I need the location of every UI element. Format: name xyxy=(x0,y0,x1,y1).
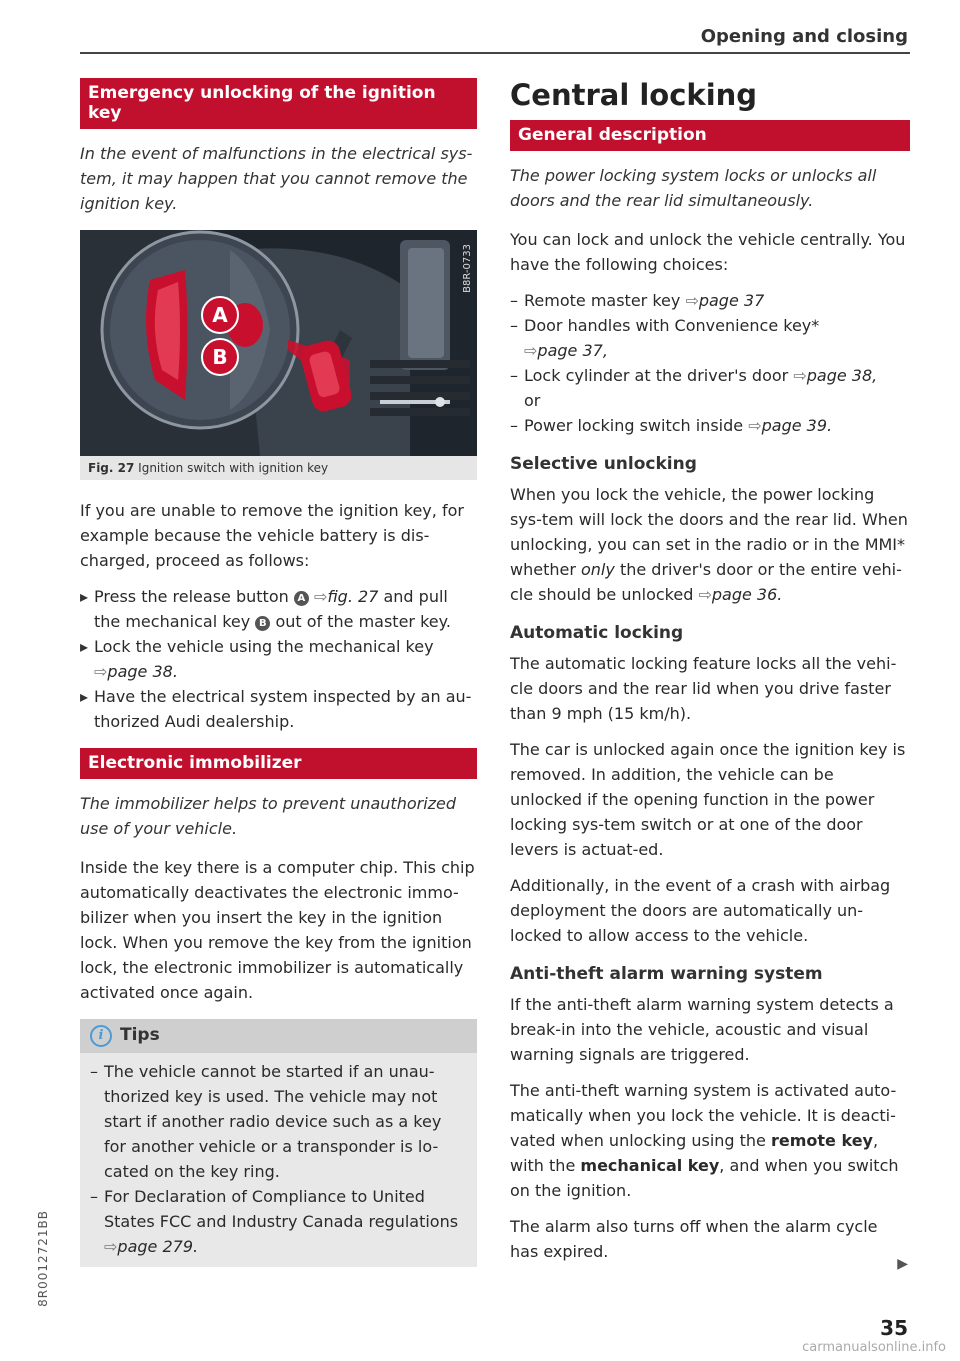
tips-box xyxy=(80,1019,477,1267)
choice-item xyxy=(510,313,910,363)
emergency-intro: In the event of malfunctions in the electrical sys-tem, it may happen that you cannot remove the ignition key. xyxy=(80,144,473,213)
watermark: carmanualsonline.info xyxy=(802,1340,946,1355)
anti-theft-body-3: The alarm also turns off when the alarm cycle has expired. xyxy=(510,1217,878,1261)
section-title-emergency: Emergency unlocking of the ignition key xyxy=(80,78,477,129)
ignition-illustration xyxy=(80,230,477,456)
running-header: Opening and closing xyxy=(700,26,908,47)
reference-arrow-icon: ⇨ xyxy=(104,1237,118,1256)
step-item: ▸ Have the electrical system inspected by an au-thorized Audi dealership. xyxy=(80,684,477,734)
reference-arrow-icon: ⇨ xyxy=(685,291,699,310)
page-reference-link[interactable]: page 38. xyxy=(107,662,178,681)
figure-caption-text: Ignition switch with ignition key xyxy=(138,461,329,475)
reference-arrow-icon: ⇨ xyxy=(748,416,762,435)
step-item xyxy=(80,634,477,684)
page-number: 35 xyxy=(880,1316,908,1340)
callout-a: A xyxy=(212,303,228,327)
page-reference-link[interactable]: page 39. xyxy=(761,416,833,435)
figure-caption-label: Fig. 27 xyxy=(88,461,135,475)
selective-body xyxy=(510,482,910,607)
anti-theft-text: , with the xyxy=(510,1131,879,1175)
choice-item xyxy=(510,363,910,413)
selective-text: the driver's door or the entire vehi-cle should be unlocked xyxy=(510,560,902,604)
immobilizer-body: Inside the key there is a computer chip. This chip automatically deactivates the electronic immo-bilizer when you insert the key in the ignition lock. When you remove the key from the ignition lock, the electronic immobilizer is automatically activated once again. xyxy=(80,858,475,1002)
figure-caption xyxy=(80,456,477,480)
section-title-general: General description xyxy=(510,120,910,151)
choices-list xyxy=(510,288,910,438)
step-item xyxy=(80,584,477,634)
badge-a-icon: A xyxy=(294,591,309,606)
anti-theft-text: , and when you switch on the ignition. xyxy=(510,1156,899,1200)
anti-theft-bold: remote key xyxy=(771,1131,873,1150)
general-intro: The power locking system locks or unlocks all doors and the rear lid simultaneously. xyxy=(510,166,877,210)
tips-list xyxy=(90,1059,467,1259)
section-title-immobilizer: Electronic immobilizer xyxy=(80,748,477,779)
left-column xyxy=(80,78,477,1267)
selective-text: When you lock the vehicle, the power locking sys-tem will lock the doors and the rear lid. When unlocking, you can set in the radio or in the MMI* whether xyxy=(510,485,908,579)
page-reference-link[interactable]: page 38, xyxy=(806,366,878,385)
ignition-figure xyxy=(80,230,477,456)
choice-text: Lock cylinder at the driver's door xyxy=(524,366,789,385)
fig-reference-link[interactable]: fig. 27 xyxy=(327,587,379,606)
step-text: out of the master key. xyxy=(275,612,451,631)
emergency-body: If you are unable to remove the ignition key, for example because the vehicle battery is dis-charged, proceed as follows: xyxy=(80,501,464,570)
continue-arrow-icon: ▶ xyxy=(897,1256,908,1272)
document-code: 8R0012721BB xyxy=(36,1210,50,1307)
general-body: You can lock and unlock the vehicle centrally. You have the following choices: xyxy=(510,230,906,274)
anti-theft-bold: mechanical key xyxy=(580,1156,720,1175)
step-text: Press the release button xyxy=(94,587,289,606)
figure-code: B8R-0733 xyxy=(462,244,473,293)
page-reference-link[interactable]: page 37, xyxy=(537,341,608,360)
header-rule xyxy=(80,52,910,54)
badge-b-icon: B xyxy=(255,616,270,631)
reference-arrow-icon: ⇨ xyxy=(94,662,108,681)
step-text: Lock the vehicle using the mechanical key xyxy=(94,637,434,656)
anti-theft-body-2 xyxy=(510,1078,910,1203)
heading-selective-unlocking: Selective unlocking xyxy=(510,454,697,474)
heading-automatic-locking: Automatic locking xyxy=(510,623,684,643)
callout-b: B xyxy=(212,345,228,369)
page-reference-link[interactable]: page 279. xyxy=(117,1237,199,1256)
tip-item xyxy=(90,1184,467,1259)
automatic-body-1: The automatic locking feature locks all the vehi-cle doors and the rear lid when you drive faster than 9 mph (15 km/h). xyxy=(510,654,897,723)
tip-text: For Declaration of Compliance to United States FCC and Industry Canada regulations xyxy=(104,1187,459,1231)
tips-heading xyxy=(80,1019,477,1053)
info-icon: i xyxy=(90,1025,112,1047)
automatic-body-2: The car is unlocked again once the ignition key is removed. In addition, the vehicle can be unlocked if the opening function in the power locking sys-tem switch or at one of the door levers is actuat-ed. xyxy=(510,740,906,859)
step-text: and pull the mechanical key xyxy=(94,587,448,631)
tip-item: – The vehicle cannot be started if an unau-thorized key is used. The vehicle may not start if another radio device such as a key for another vehicle or a transponder is lo-cated on the key ring. xyxy=(90,1059,467,1184)
choice-text: or xyxy=(524,391,541,410)
right-column xyxy=(510,78,910,1275)
choice-item xyxy=(510,288,910,313)
tips-heading-text: Tips xyxy=(120,1025,160,1045)
reference-arrow-icon: ⇨ xyxy=(313,587,328,606)
heading-anti-theft: Anti-theft alarm warning system xyxy=(510,964,823,984)
page-reference-link[interactable]: page 36. xyxy=(711,585,783,604)
choice-text: Power locking switch inside xyxy=(524,416,744,435)
anti-theft-body-1: If the anti-theft alarm warning system detects a break-in into the vehicle, acoustic and visual warning signals are triggered. xyxy=(510,995,894,1064)
reference-arrow-icon: ⇨ xyxy=(524,341,538,360)
reference-arrow-icon: ⇨ xyxy=(793,366,807,385)
page-title: Central locking xyxy=(510,78,758,112)
immobilizer-intro: The immobilizer helps to prevent unauthorized use of your vehicle. xyxy=(80,794,457,838)
reference-arrow-icon: ⇨ xyxy=(698,585,712,604)
choice-item xyxy=(510,413,910,438)
emergency-steps xyxy=(80,584,477,734)
page-reference-link[interactable]: page 37 xyxy=(698,291,765,310)
anti-theft-text: The anti-theft warning system is activated auto-matically when you lock the vehicle. It is deacti-vated when unlocking using the xyxy=(510,1081,897,1150)
selective-emphasis: only xyxy=(581,560,615,579)
choice-text: Door handles with Convenience key* xyxy=(524,316,820,335)
automatic-body-3: Additionally, in the event of a crash with airbag deployment the doors are automatically un-locked to allow access to the vehicle. xyxy=(510,876,891,945)
choice-text: Remote master key xyxy=(524,291,681,310)
